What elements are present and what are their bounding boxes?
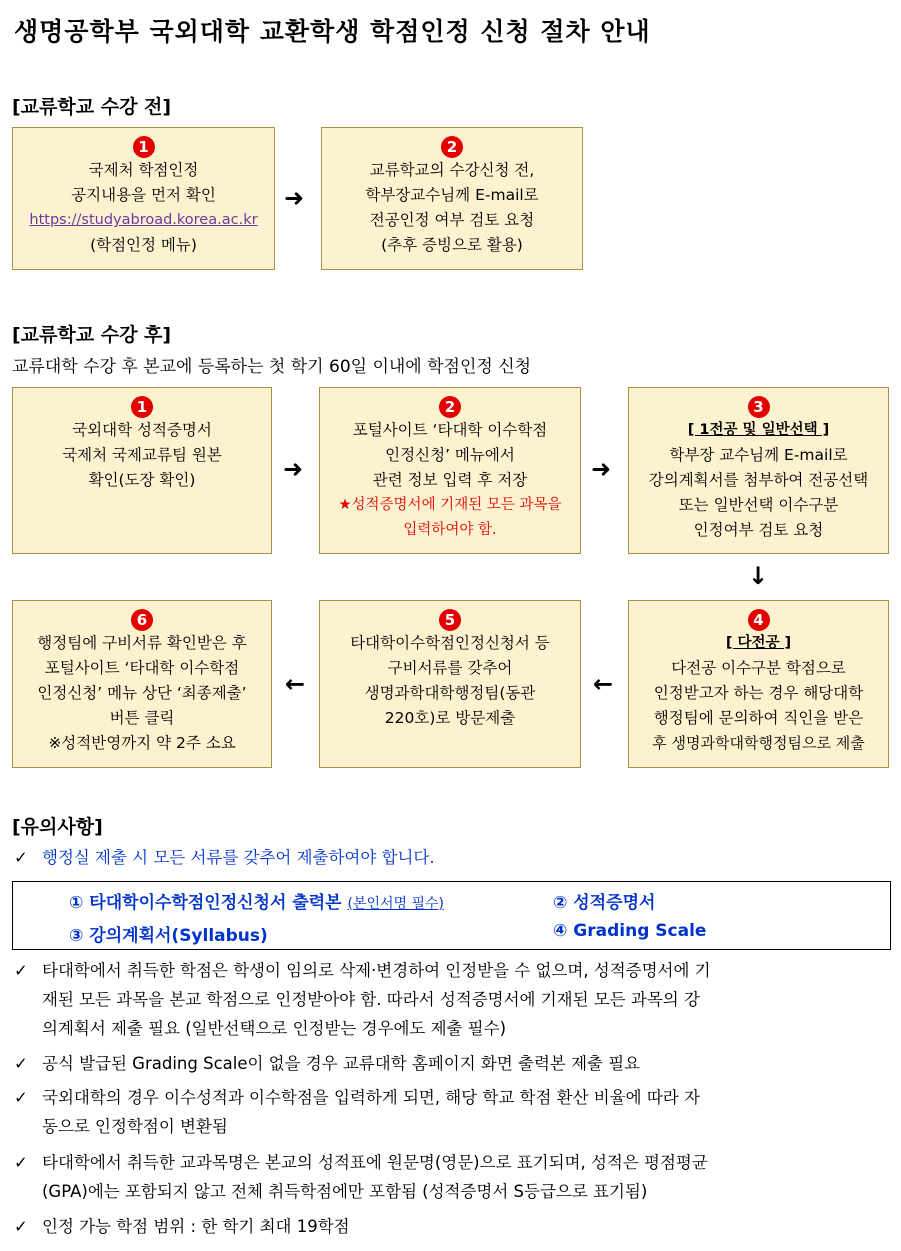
step-line: 구비서류를 갖추어 xyxy=(387,659,513,677)
check-icon: ✓ xyxy=(14,1088,28,1107)
step-line: 타대학이수학점인정신청서 등 xyxy=(350,634,550,652)
step-number: 2 xyxy=(441,136,463,158)
note-item-4 xyxy=(14,1148,882,1206)
step-line: 인정받고자 하는 경우 해당대학 xyxy=(653,684,864,702)
step-line: 생명과학대학행정팀(동관 xyxy=(364,684,536,702)
step-line: (추후 증빙으로 활용) xyxy=(381,236,523,254)
after-step-6 xyxy=(12,600,272,768)
step-line: 행정팀에 문의하여 직인을 받은 xyxy=(653,709,864,727)
note-text: 국외대학의 경우 이수성적과 이수학점을 입력하게 되면, 해당 학교 학점 환산 비율에 따라 자 xyxy=(42,1088,700,1107)
step-line: 국제처 국제교류팀 원본 xyxy=(62,446,222,464)
section-after-heading: [교류학교 수강 후] xyxy=(12,324,172,346)
step-head: [ 1전공 및 일반선택 ] xyxy=(687,422,830,438)
step-number: 5 xyxy=(439,609,461,631)
step-line: 버튼 클릭 xyxy=(109,709,175,727)
before-step-2 xyxy=(321,127,583,270)
arrow-right-icon: ➜ xyxy=(283,455,304,483)
step-line: 다전공 이수구분 학점으로 xyxy=(671,659,846,677)
note-text: 타대학에서 취득한 학점은 학생이 임의로 삭제·변경하여 인정받을 수 없으며, 성적증명서에 기 xyxy=(42,961,711,980)
step-number: 2 xyxy=(439,396,461,418)
after-step-2 xyxy=(319,387,581,554)
step-line: 학부장교수님께 E-mail로 xyxy=(365,186,539,204)
note-text: 행정실 제출 시 모든 서류를 갖추어 제출하여야 합니다. xyxy=(42,848,435,867)
after-step-3 xyxy=(628,387,889,554)
step-line: 후 생명과학대학행정팀으로 제출 xyxy=(652,734,865,752)
required-docs-box xyxy=(12,881,891,950)
step-line: 220호)로 방문제출 xyxy=(384,709,516,727)
doc-item: ④ Grading Scale xyxy=(553,921,707,941)
step-line: (학점인정 메뉴) xyxy=(90,236,197,254)
note-text: 동으로 인정학점이 변환됨 xyxy=(42,1117,228,1136)
step-line: 전공인정 여부 검토 요청 xyxy=(369,211,535,229)
step-line: ※성적반영까지 약 2주 소요 xyxy=(48,734,236,752)
arrow-right-icon: ➜ xyxy=(591,455,612,483)
note-text: 인정 가능 학점 범위 : 한 학기 최대 19학점 xyxy=(42,1217,350,1236)
step-line: 교류학교의 수강신청 전, xyxy=(369,161,535,179)
note-text: 타대학에서 취득한 교과목명은 본교의 성적표에 원문명(영문)으로 표기되며, 성적은 평점평균 xyxy=(42,1153,708,1172)
step-line: 인정여부 검토 요청 xyxy=(693,521,824,539)
check-icon: ✓ xyxy=(14,848,28,867)
arrow-left-icon: ← xyxy=(593,670,614,698)
step-line: 포털사이트 ‘타대학 이수학점 xyxy=(44,659,240,677)
note-item-5 xyxy=(14,1212,882,1241)
after-step-5 xyxy=(319,600,581,768)
step-line: 인정신청’ 메뉴 상단 ‘최종제출’ xyxy=(37,684,247,702)
after-step-4 xyxy=(628,600,889,768)
step-head: [ 다전공 ] xyxy=(725,635,792,651)
note-item-3 xyxy=(14,1083,882,1141)
step-line: 또는 일반선택 이수구분 xyxy=(678,496,839,514)
step-number: 6 xyxy=(131,609,153,631)
check-icon: ✓ xyxy=(14,1054,28,1073)
note-item-1 xyxy=(14,956,882,1043)
step-number: 1 xyxy=(131,396,153,418)
notes-heading: [유의사항] xyxy=(12,816,103,838)
step-line: 행정팀에 구비서류 확인받은 후 xyxy=(37,634,247,652)
doc-item xyxy=(69,888,444,913)
doc-label: ① 타대학이수학점인정신청서 출력본 xyxy=(69,893,342,913)
step-line: 강의계획서를 첨부하여 전공선택 xyxy=(648,471,869,489)
note-item-2 xyxy=(14,1049,882,1078)
step-number: 1 xyxy=(133,136,155,158)
check-icon: ✓ xyxy=(14,961,28,980)
warning-line: 입력하여야 함. xyxy=(403,522,497,538)
step-line: 포털사이트 ‘타대학 이수학점 xyxy=(352,421,548,439)
section-before-heading: [교류학교 수강 전] xyxy=(12,96,172,118)
step-line: 국외대학 성적증명서 xyxy=(72,421,212,439)
after-step-1 xyxy=(12,387,272,554)
arrow-down-icon: ↓ xyxy=(748,562,769,590)
studyabroad-link[interactable]: https://studyabroad.korea.ac.kr xyxy=(29,212,258,228)
doc-sub: (본인서명 필수) xyxy=(347,896,445,912)
check-icon: ✓ xyxy=(14,1217,28,1236)
step-line: 관련 정보 입력 후 저장 xyxy=(372,471,528,489)
note-first xyxy=(14,843,882,872)
arrow-right-icon: ➜ xyxy=(284,184,305,212)
arrow-left-icon: ← xyxy=(285,670,306,698)
doc-item: ③ 강의계획서(Syllabus) xyxy=(69,926,268,946)
step-number: 3 xyxy=(748,396,770,418)
step-line: 확인(도장 확인) xyxy=(88,471,196,489)
before-step-1 xyxy=(12,127,275,270)
step-line: 공지내용을 먼저 확인 xyxy=(71,186,216,204)
note-text: (GPA)에는 포함되지 않고 전체 취득학점에만 포함됨 (성적증명서 S등급으로 표기됨) xyxy=(42,1182,648,1201)
doc-item: ② 성적증명서 xyxy=(553,893,656,913)
note-text: 재된 모든 과목을 본교 학점으로 인정받아야 함. 따라서 성적증명서에 기재된 모든 과목의 강 xyxy=(42,990,700,1009)
step-line: 국제처 학점인정 xyxy=(88,161,199,179)
step-line: 학부장 교수님께 E-mail로 xyxy=(669,446,848,464)
warning-line: ★성적증명서에 기재된 모든 과목을 xyxy=(338,497,562,513)
step-line: 인정신청’ 메뉴에서 xyxy=(385,446,515,464)
note-text: 공식 발급된 Grading Scale이 없을 경우 교류대학 홈페이지 화면 출력본 제출 필요 xyxy=(42,1054,641,1073)
section-after-subtitle: 교류대학 수강 후 본교에 등록하는 첫 학기 60일 이내에 학점인정 신청 xyxy=(12,357,532,377)
page-title: 생명공학부 국외대학 교환학생 학점인정 신청 절차 안내 xyxy=(14,17,651,46)
check-icon: ✓ xyxy=(14,1153,28,1172)
step-number: 4 xyxy=(748,609,770,631)
note-text: 의계획서 제출 필요 (일반선택으로 인정받는 경우에도 제출 필수) xyxy=(42,1019,507,1038)
